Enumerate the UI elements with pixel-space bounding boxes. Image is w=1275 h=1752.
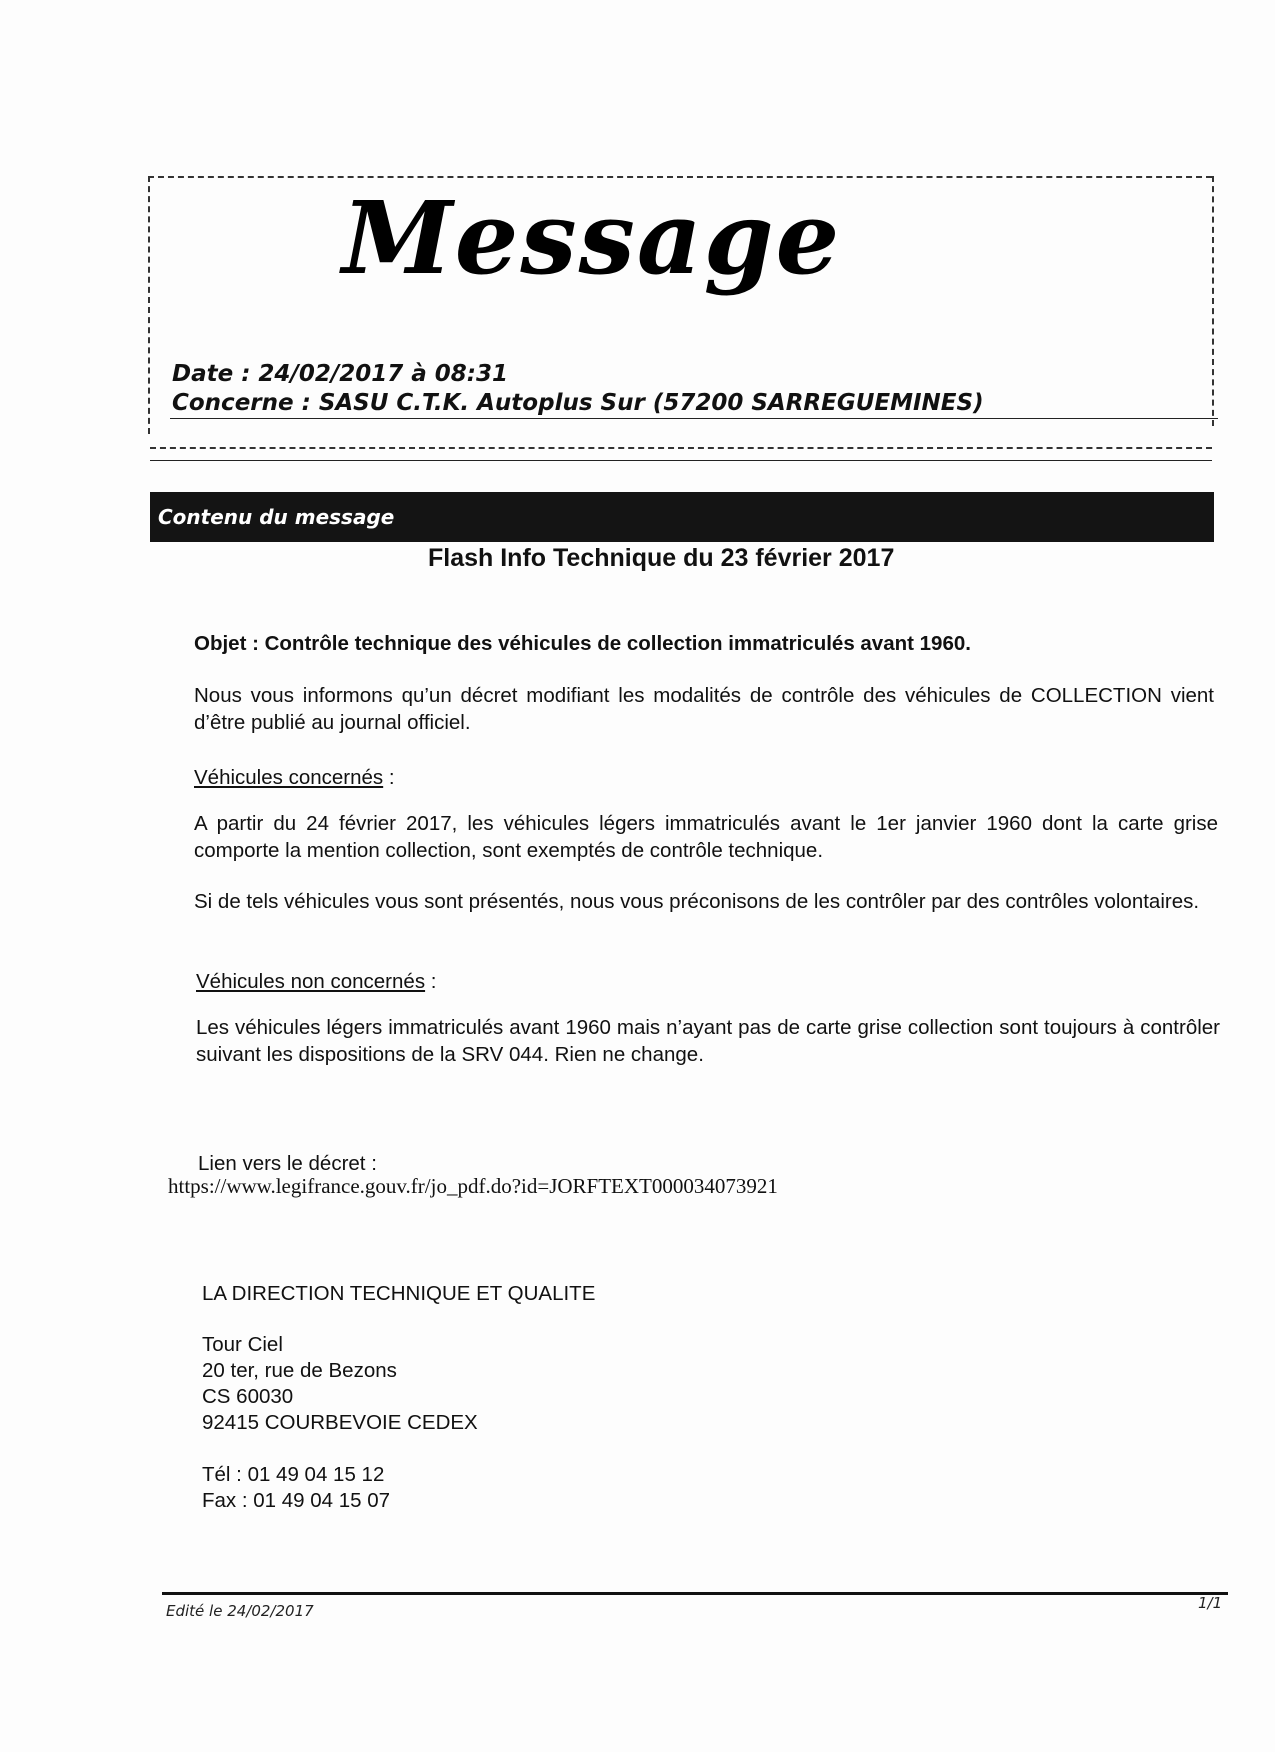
- header-rule: [170, 418, 1218, 419]
- address-line: Tour Ciel: [202, 1333, 283, 1356]
- non-concernes-heading: Véhicules non concernés: [196, 970, 426, 993]
- address-line: 92415 COURBEVOIE CEDEX: [202, 1411, 478, 1434]
- concerne-line: Concerne : SASU C.T.K. Autoplus Sur (57200 SARREGUEMINES): [172, 390, 984, 416]
- header-frame-left: [148, 176, 150, 434]
- signature-contact: [202, 1462, 390, 1514]
- fax-line: Fax : 01 49 04 15 07: [202, 1489, 391, 1512]
- signature-org: LA DIRECTION TECHNIQUE ET QUALITE: [202, 1282, 596, 1305]
- message-logo: Message: [342, 179, 842, 297]
- section-label: Contenu du message: [158, 505, 395, 529]
- decree-link[interactable]: https://www.legifrance.gouv.fr/jo_pdf.do?id=JORFTEXT000034073921: [168, 1174, 778, 1198]
- header-frame-right: [1212, 176, 1214, 426]
- footer-page-number: 1/1: [1198, 1594, 1223, 1612]
- date-line: Date : 24/02/2017 à 08:31: [172, 361, 508, 387]
- footer-rule: [162, 1592, 1228, 1595]
- non-concernes-heading-line: Véhicules non concernés :: [196, 970, 437, 993]
- address-line: 20 ter, rue de Bezons: [202, 1359, 397, 1382]
- footer-edited: Edité le 24/02/2017: [166, 1602, 314, 1620]
- header-frame-top: [148, 176, 1212, 178]
- non-concernes-paragraph: Les véhicules légers immatriculés avant 1960 mais n’ayant pas de carte grise collection sont toujours à contrôler suivant les dispositions de la SRV 044. Rien ne change.: [196, 1016, 1220, 1066]
- signature-address: [202, 1332, 478, 1436]
- link-label: Lien vers le décret :: [198, 1152, 377, 1175]
- objet-line: Objet : Contrôle technique des véhicules de collection immatriculés avant 1960.: [194, 632, 971, 655]
- tel-line: Tél : 01 49 04 15 12: [202, 1463, 385, 1486]
- address-line: CS 60030: [202, 1385, 294, 1408]
- concernes-paragraph-1: A partir du 24 février 2017, les véhicules légers immatriculés avant le 1er janvier 1960 dont la carte grise comporte la mention collection, sont exemptés de contrôle technique.: [194, 812, 1218, 862]
- header-frame-bottom: [150, 447, 1212, 449]
- document-title: Flash Info Technique du 23 février 2017: [428, 544, 895, 572]
- header-bottom-rule: [150, 460, 1212, 461]
- intro-paragraph: Nous vous informons qu’un décret modifiant les modalités de contrôle des véhicules de COLLECTION vient d’être publié au journal officiel.: [194, 684, 1214, 734]
- concernes-heading-line: Véhicules concernés :: [194, 766, 395, 789]
- section-bar: [150, 492, 1214, 542]
- concernes-heading: Véhicules concernés: [194, 766, 384, 789]
- concernes-paragraph-2: Si de tels véhicules vous sont présentés, nous vous préconisons de les contrôler par des contrôles volontaires.: [194, 890, 1200, 913]
